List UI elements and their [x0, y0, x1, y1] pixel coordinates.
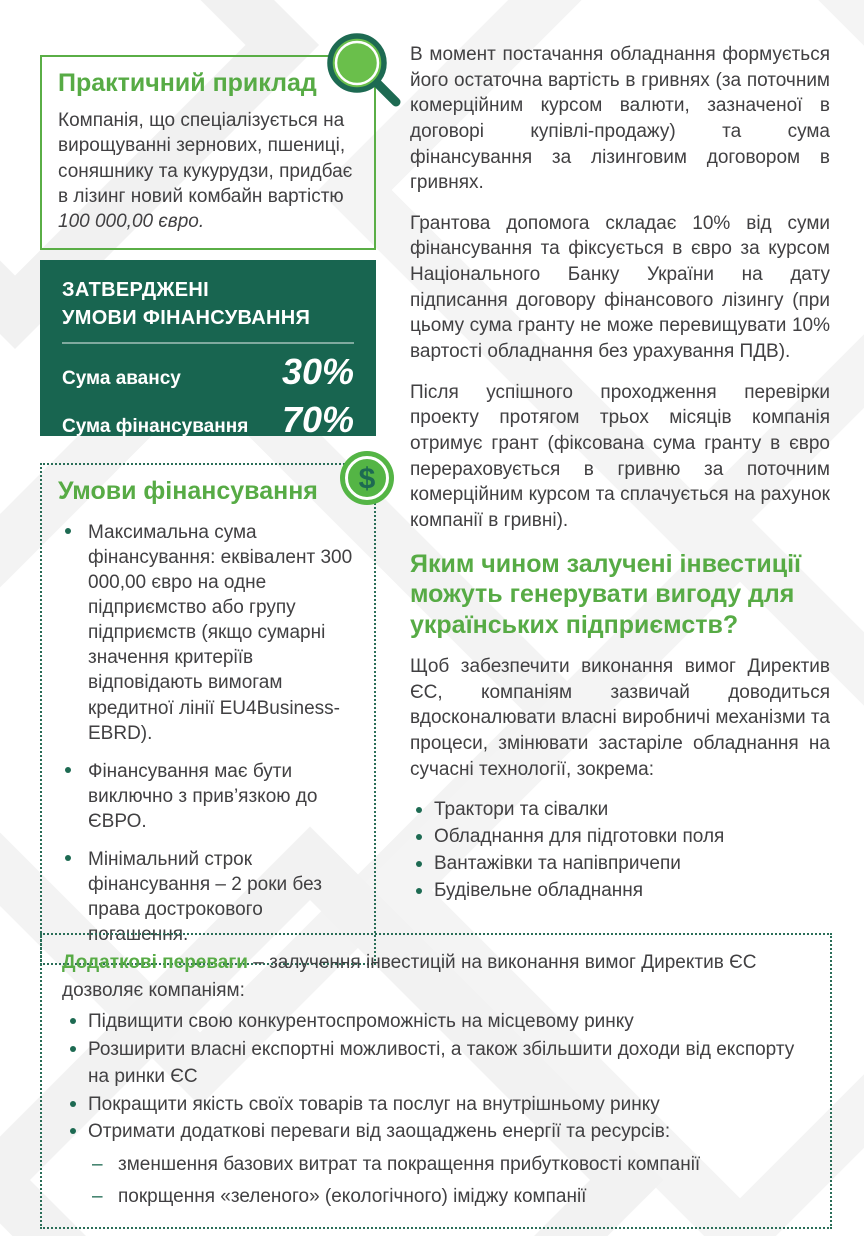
practical-example-title: Практичний приклад: [58, 69, 317, 97]
financing-terms-title: Умови фінансування: [58, 477, 318, 505]
list-item: Мінімальний строк фінансування – 2 роки без права дострокового погашення.: [58, 847, 358, 947]
approved-terms-title: [62, 276, 354, 332]
list-item: Будівельне обладнання: [410, 878, 830, 905]
benefits-lead-text: – залучення інвестицій на виконання вимог Директив ЄС дозволяє компаніям:: [62, 952, 757, 1001]
section-heading: Яким чином залучені інвестиції можуть генерувати вигоду для українських підприємств?: [410, 549, 802, 639]
financing-terms-box: [40, 463, 376, 965]
list-item: Фінансування має бути виключно з прив’язкою до ЄВРО.: [58, 759, 358, 834]
magnifier-icon: [315, 22, 405, 117]
right-column: [410, 42, 830, 905]
separator-line: [62, 342, 354, 344]
benefit-text: Отримати додаткові переваги від заощаджень енергії та ресурсів:: [88, 1121, 671, 1143]
practical-example-body: [58, 108, 358, 234]
approved-terms-box: [40, 260, 376, 440]
benefits-list: [62, 1008, 810, 1211]
dash-marker: –: [92, 1186, 103, 1208]
body-paragraph: В момент постачання обладнання формується його остаточна вартість в гривнях (за поточним комерційним курсом валюти, зазначеної в договорі купівлі-продажу) та сума фінансування за лізинговим договором в гривнях.: [410, 44, 830, 194]
benefits-sub-list: [88, 1152, 810, 1211]
approved-terms-title-line2: УМОВИ ФІНАНСУВАННЯ: [62, 307, 311, 329]
dollar-glyph: $: [358, 462, 376, 496]
financing-value: 70%: [281, 398, 354, 440]
benefits-lead-title: Додаткові переваги: [62, 952, 248, 973]
sub-list-item: [88, 1184, 810, 1211]
sub-benefit-text: зменшення базових витрат та покращення прибутковості компанії: [118, 1153, 701, 1175]
approved-terms-title-line1: ЗАТВЕРДЖЕНІ: [62, 279, 210, 301]
practical-example-amount: 100 000,00 євро.: [58, 211, 205, 233]
additional-benefits-box: [40, 933, 832, 1229]
body-paragraph: Після успішного проходження перевірки проекту протягом трьох місяців компанія отримує грант (фіксована сума гранту в євро перераховується в гривню за поточним комерційним курсом та сплачується на рахунок компанії в гривні).: [410, 381, 830, 531]
list-item: Покращити якість своїх товарів та послуг на внутрішньому ринку: [62, 1091, 810, 1119]
advance-value: 30%: [281, 351, 354, 392]
dash-marker: –: [92, 1153, 103, 1175]
list-item: Обладнання для підготовки поля: [410, 824, 830, 851]
list-item: Підвищити свою конкурентоспроможність на місцевому ринку: [62, 1008, 810, 1036]
financing-label: Сума фінансування: [62, 415, 249, 437]
dollar-icon: [337, 448, 397, 513]
sub-list-item: [88, 1152, 810, 1179]
equipment-list: [410, 797, 830, 905]
financing-terms-list: [58, 520, 358, 947]
list-item: Максимальна сума фінансування: еквівалент 300 000,00 євро на одне підприємство або групу підприємств (якщо сумарні значення критеріїв відповідають вимогам кредитної лінії EU4Business-EBRD).: [58, 520, 358, 746]
practical-example-text: Компанія, що спеціалізується на вирощуванні зернових, пшениці, соняшнику та кукурудзи, придбає в лізинг новий комбайн вартістю: [58, 110, 353, 207]
sub-benefit-text: покрщення «зеленого» (екологічного) іміджу компанії: [118, 1186, 587, 1208]
intro-paragraph: Щоб забезпечити виконання вимог Директив ЄС, компаніям зазвичай доводиться вдосконалювати власні виробничі механізми та процеси, змінювати застаріле обладнання на сучасні технології, зокрема:: [410, 656, 830, 780]
list-item: Вантажівки та напівпричепи: [410, 851, 830, 878]
financing-row: [62, 400, 354, 440]
advance-label: Сума авансу: [62, 368, 181, 389]
benefits-lead: [62, 949, 810, 1004]
list-item: [62, 1118, 810, 1211]
list-item: Трактори та сівалки: [410, 797, 830, 824]
list-item: Розширити власні експортні можливості, а також збільшити доходи від експорту на ринки ЄС: [62, 1036, 810, 1091]
advance-row: [62, 352, 354, 392]
body-paragraph: Грантова допомога складає 10% від суми фінансування та фіксується в євро за курсом Національного Банку України на дату підписання договору фінансового лізингу (при цьому сума гранту не може перевищувати 10% вартості обладнання без урахування ПДВ).: [410, 212, 830, 363]
